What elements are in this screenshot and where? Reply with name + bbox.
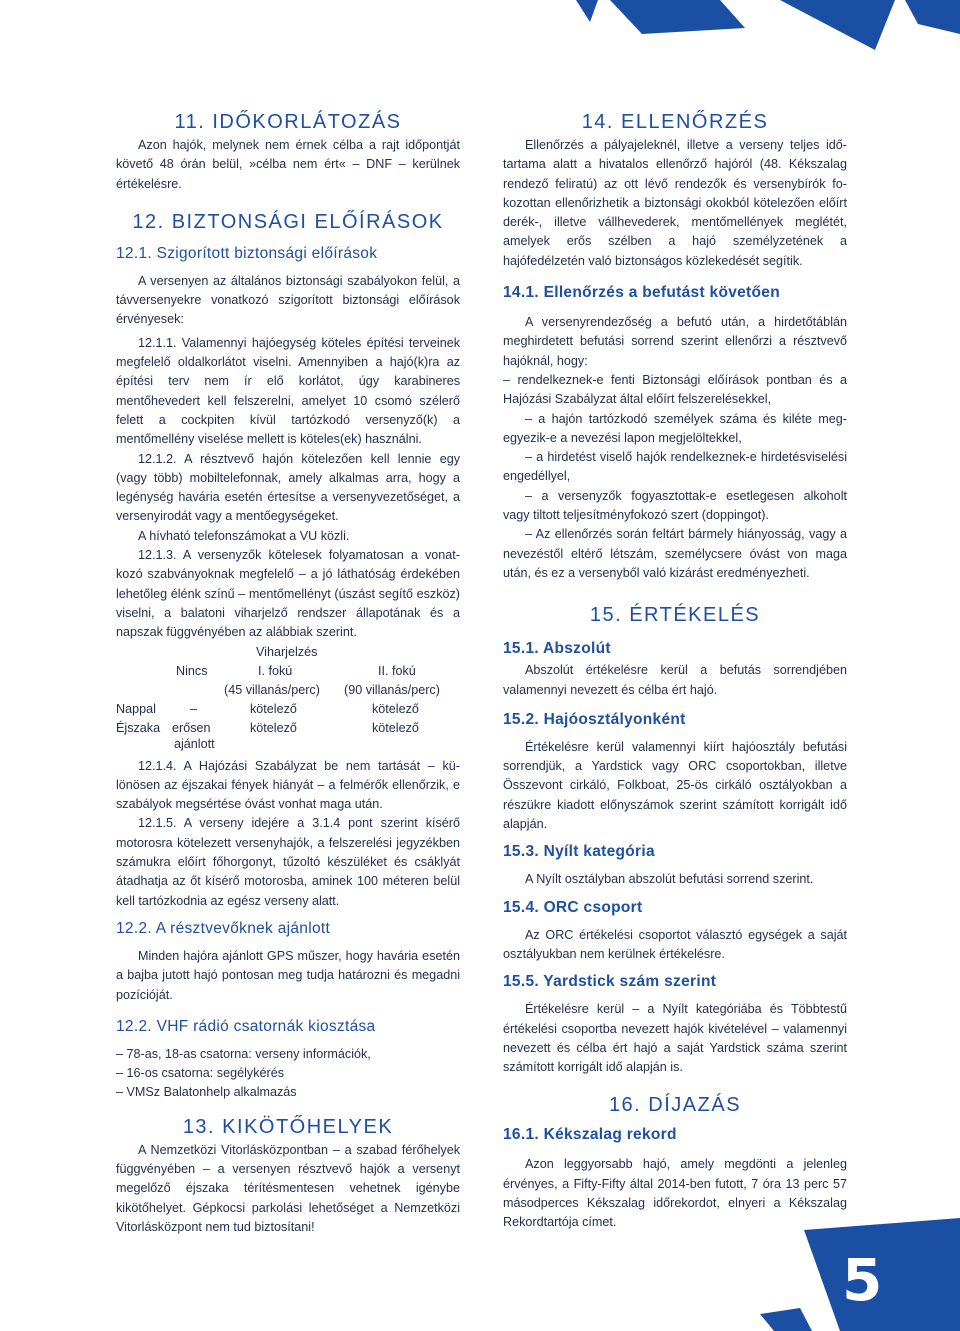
list-item: – a versenyzők fogyasztottak-e esetlegesen alkoholt vagy tiltott teljesítményfokozó szert (doppingot). xyxy=(503,488,847,523)
section-11-title: 11. IDŐKORLÁTOZÁS xyxy=(174,111,402,133)
section-16-1-text: Azon leggyorsabb hajó, amely megdönti a jelenleg érvényes, a Fifty-Fifty által 2014-ben futott, 7 óra 13 perc 57 másodperces Kékszalag időrekordot, elnyeri a Kékszalag Rekordtartója címet. xyxy=(503,1157,847,1230)
section-15-3-title: 15.3. Nyílt kategória xyxy=(503,843,655,861)
table-row-day-label: Nappal xyxy=(116,701,156,716)
table-row-day-nincs: – xyxy=(190,701,198,716)
list-item: – a hirdetést viselő hajók rendelkeznek-e hirdetésviselési engedéllyel, xyxy=(503,450,847,484)
table-row-night-level-2: kötelező xyxy=(372,720,419,735)
list-item: – VMSz Balatonhelp alkalmazás xyxy=(116,1085,297,1100)
top-right-decoration xyxy=(0,0,960,70)
table-title: Viharjelzés xyxy=(256,644,318,659)
section-14-text: Ellenőrzés a pályajeleknél, illetve a verseny teljes időtartama alatt a hivatalos ellenőrző hajóról (48. Kékszalag rendező feliratú) az ott lévő rendezők és versenybírók fokozottan ellenőrizhetik a biztonsági okokból kötelezően előírt derék-, illetve vállhevederek, mentőmellények meglétét, amelyek erős szélben a hajó személyzetének a hajófedélzetén való biztonságos közlekedését segítik. xyxy=(503,138,847,268)
right-column xyxy=(503,108,847,1233)
section-12-1-5-text: 12.1.5. A verseny idejére a 3.1.4 pont szerint kísérő motorosra kötelezett versenyhajók, a felszerelési jegyzékben számukra előírt főhorgonyt, tűzoltó készüléket és csáklyát átadhatja az őt kísérő motorosba, aminek 100 méteren belül kell tartózkodnia az egész verseny alatt. xyxy=(116,816,460,908)
storm-signal-table xyxy=(116,643,460,751)
table-row-night-nincs-a: erősen xyxy=(172,720,211,735)
deco-shape xyxy=(760,1308,812,1331)
section-15-1-text: Abszolút értékelésre kerül a befutás sorrendjében valamennyi nevezett és célba ért hajó. xyxy=(503,663,847,697)
section-12-1-4-text: 12.1.4. A Hajózási Szabályzat be nem tartását – különösen az éjszakai fények hiányát – a felmérők ellenőrzik, e szabályok megsértése óvást vonhat maga után. xyxy=(116,758,460,812)
section-15-4-title: 15.4. ORC csoport xyxy=(503,898,643,916)
table-header-level-2: II. fokú xyxy=(378,663,416,678)
deco-shape xyxy=(610,0,745,34)
section-15-4-text: Az ORC értékelési csoportot választó egységek a saját osztályukban nem kerülnek értékelésre. xyxy=(503,927,847,961)
section-14-1-title: 14.1. Ellenőrzés a befutást követően xyxy=(503,284,780,302)
section-12-2-vhf-title: 12.2. VHF rádió csatornák kiosztása xyxy=(116,1017,376,1035)
table-row-night-level-1: kötelező xyxy=(250,720,297,735)
list-item: – Az ellenőrzés során feltárt bármely hiányosság, vagy a nevezéstől eltérő létszám, személycsere óvást von maga után, és ez a versenyből való kizárást eredményezheti. xyxy=(503,527,847,580)
section-12-1-title: 12.1. Szigorított biztonsági előírások xyxy=(116,244,378,262)
section-15-3-text: A Nyílt osztályban abszolút befutási sorrend szerint. xyxy=(525,872,814,887)
section-15-title: 15. ÉRTÉKELÉS xyxy=(589,604,761,627)
section-15-2-title: 15.2. Hajóosztályonként xyxy=(503,710,686,728)
table-row-night-nincs-b: ajánlott xyxy=(174,736,215,751)
deco-shape xyxy=(576,0,598,22)
section-12-1-1-text: 12.1.1. Valamennyi hajóegység köteles építési terveinek megfelelő oldalkorlátot viselni. Amennyiben a hajó(k)ra az építési terv nem ír elő korlátot, úgy karabineres mentőhevedert kell felszerelni, amelyet 10 csomó szélerő felett a cockpiten kívül tartózkodó versenyző(k) a mentőmellény viselése mellett is köteles(ek) használni. xyxy=(116,335,460,447)
section-14-title: 14. ELLENŐRZÉS xyxy=(581,111,769,133)
section-12-2-text: Minden hajóra ajánlott GPS műszer, hogy havária esetén a bajba jutott hajó pontosan meg tudja határozni és megadni pozícióját. xyxy=(116,948,460,1002)
section-16-1-title: 16.1. Kékszalag rekord xyxy=(503,1126,677,1144)
section-11-text: Azon hajók, melynek nem érnek célba a rajt időpontját követő 48 órán belül, »célba nem ért« – DNF – kerülnek értékelésre. xyxy=(116,138,460,191)
section-12-1-text: A versenyen az általános biztonsági szabályokon felül, a távversenyekre vonatkozó szigorított biztonsági előírások érvényesek: xyxy=(116,273,460,327)
table-sub-level-2: (90 villanás/perc) xyxy=(344,682,440,697)
section-13-title: 13. KIKÖTŐHELYEK xyxy=(182,1115,394,1138)
table-row-night-label: Éjszaka xyxy=(116,720,161,735)
table-row-day-level-2: kötelező xyxy=(372,701,419,716)
table-header-level-1: I. fokú xyxy=(258,663,293,678)
section-12-1-2-text: 12.1.2. A résztvevő hajón kötelezően kell lennie egy (vagy több) mobiltelefonnak, amely alkalmas arra, hogy a legénység havária esetén értesítse a versenyvezetőséget, a versenyirodát vagy a mentőegységeket. xyxy=(116,451,460,524)
table-row-day-level-1: kötelező xyxy=(250,701,297,716)
section-15-1-title: 15.1. Abszolút xyxy=(503,640,611,658)
section-12-1-3-text: 12.1.3. A versenyzők kötelesek folyamatosan a vonatkozó szabványoknak megfelelő – a jó láthatóság érdekében lehetőleg élénk színű – mentőmellényt (úszást segítő eszköz) viselni, a balatoni viharjelző rendszer állapotának és a napszak függvényében az alábbiak szerint. xyxy=(116,548,460,640)
table-header-nincs: Nincs xyxy=(176,663,208,678)
section-13-text: A Nemzetközi Vitorlásközpontban – a szabad férőhelyek függvényében – a versenyen résztvevő hajók a versenyt megelőző éjszaka térítésmentesen vehetnek igénybe kikötőhelyet. Gépkocsi parkolási lehetőséget a Nemzetközi Vitorlásközpont nem tud biztosítani! xyxy=(116,1142,460,1234)
section-12-1-2-phones: A hívható telefonszámokat a VU közli. xyxy=(138,528,350,543)
section-12-2-title: 12.2. A résztvevőknek ajánlott xyxy=(116,919,331,937)
list-item: – rendelkeznek-e fenti Biztonsági előírások pontban és a Hajózási Szabályzat által előírt felszerelésekkel, xyxy=(503,372,847,407)
list-item: – 16-os csatorna: segélykérés xyxy=(116,1066,285,1081)
section-14-1-text: A versenyrendezőség a befutó után, a hirdetőtáblán meghirdetett befutási sorrend szerint ellenőrzi a résztvevő hajóknál, hogy: xyxy=(503,315,847,368)
section-15-5-text: Értékelésre kerül – a Nyílt kategóriába és Többtestű értékelési csoportba nevezett hajók kivételével – valamennyi nevezett és célba ért hajó a saját Yardstick száma szerint számított korrigált idő alapján is. xyxy=(503,1002,847,1075)
section-15-5-title: 15.5. Yardstick szám szerint xyxy=(503,973,717,991)
vhf-list xyxy=(116,1045,460,1103)
page-number: 5 xyxy=(842,1246,883,1314)
section-16-title: 16. DÍJAZÁS xyxy=(608,1094,742,1117)
table-sub-level-1: (45 villanás/perc) xyxy=(224,682,320,697)
list-item: – a hajón tartózkodó személyek száma és kiléte megegyezik-e a nevezési lapon megjelöltekkel, xyxy=(503,411,847,445)
deco-shape xyxy=(780,0,895,50)
section-15-2-text: Értékelésre kerül valamennyi kiírt hajóosztály befutási sorrendjük, a Yardstick vagy ORC csoportokban, illetve Összevont cirkáló, Folkboat, 25-ös cirkáló osztályokban a részükre kiadott előnyszámok szerint számított korrigált idő alapján. xyxy=(503,739,847,832)
list-item: – 78-as, 18-as csatorna: verseny információk, xyxy=(116,1046,371,1061)
left-column xyxy=(116,108,460,1237)
section-12-title: 12. BIZTONSÁGI ELŐÍRÁSOK xyxy=(132,210,444,233)
deco-shape xyxy=(905,0,960,34)
